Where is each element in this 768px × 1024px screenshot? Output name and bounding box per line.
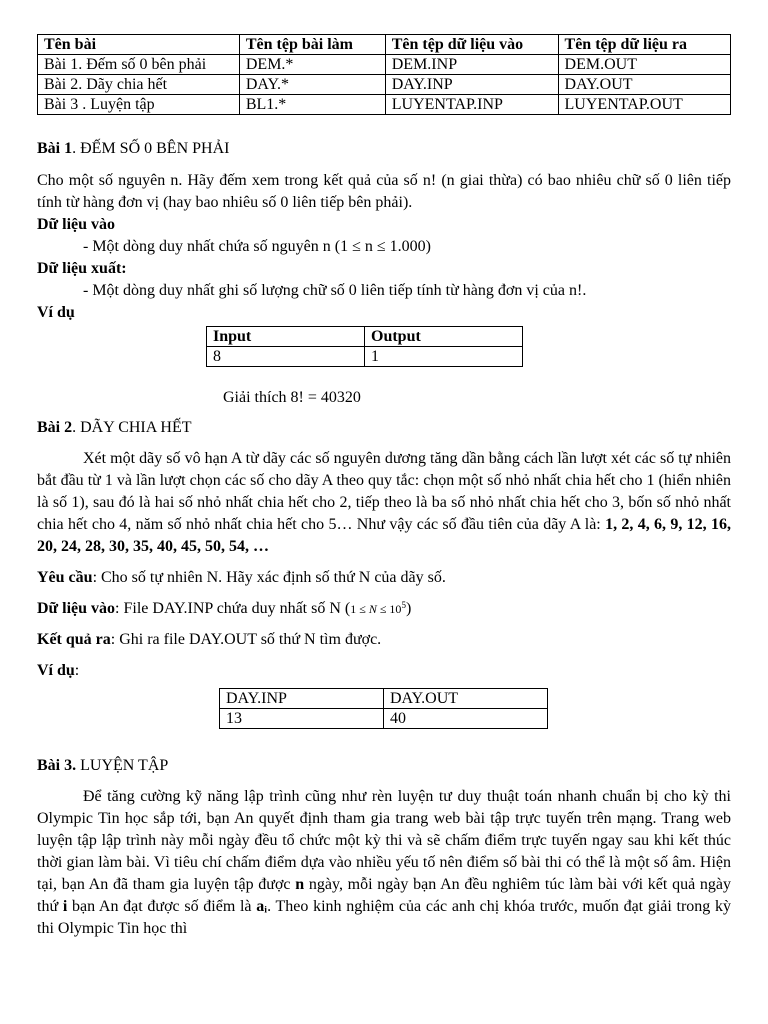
bai1-explanation: Giải thích 8! = 40320 bbox=[223, 389, 361, 406]
table-cell: DEM.INP bbox=[385, 55, 558, 75]
table-row bbox=[38, 55, 731, 75]
document-page bbox=[37, 34, 731, 940]
table-cell: LUYENTAP.INP bbox=[385, 95, 558, 115]
table-cell: Bài 3 . Luyện tập bbox=[38, 95, 240, 115]
table-cell: DAY.* bbox=[239, 75, 385, 95]
bai2-heading bbox=[37, 417, 731, 439]
bai1-input-text: - Một dòng duy nhất chứa số nguyên n (1 ≤ n ≤ 1.000) bbox=[83, 238, 431, 255]
example-header-row bbox=[207, 327, 523, 347]
example-header-row bbox=[220, 689, 548, 709]
bai1-heading bbox=[37, 138, 731, 160]
bai3-heading bbox=[37, 755, 731, 777]
file-table bbox=[37, 34, 731, 115]
table-cell: DAY.INP bbox=[385, 75, 558, 95]
table-row bbox=[220, 709, 548, 729]
bai1-example-table bbox=[206, 326, 523, 367]
table-cell: BL1.* bbox=[239, 95, 385, 115]
bai1-statement: Cho một số nguyên n. Hãy đếm xem trong kết quả của số n! (n giai thừa) có bao nhiêu chữ số 0 liên tiếp tính từ hàng đơn vị (hay bao nhiêu số 0 liên tiếp bên phải). bbox=[37, 172, 731, 211]
bai1-title: . ĐẾM SỐ 0 BÊN PHẢI bbox=[72, 140, 230, 157]
bai1-input-heading: Dữ liệu vào bbox=[37, 216, 116, 233]
table-header-cell: DAY.OUT bbox=[384, 689, 548, 709]
bai3-title: LUYỆN TẬP bbox=[76, 757, 169, 774]
bai1-example-heading: Ví dụ bbox=[37, 304, 75, 321]
table-cell: 8 bbox=[207, 347, 365, 367]
bai2-output: Kết quả ra: Ghi ra file DAY.OUT số thứ N tìm được. bbox=[37, 631, 382, 648]
bai1-output-text: - Một dòng duy nhất ghi số lượng chữ số 0 liên tiếp tính từ hàng đơn vị của n!. bbox=[83, 282, 587, 299]
table-header-cell: DAY.INP bbox=[220, 689, 384, 709]
table-header-cell: Tên tệp dữ liệu vào bbox=[385, 35, 558, 55]
bai2-title: . DÃY CHIA HẾT bbox=[72, 419, 192, 436]
bai1-label: Bài 1 bbox=[37, 140, 73, 157]
bai2-label: Bài 2 bbox=[37, 419, 73, 436]
bai2-example-heading: Ví dụ: bbox=[37, 662, 80, 679]
table-cell: 1 bbox=[365, 347, 523, 367]
bai3-label: Bài 3. bbox=[37, 757, 77, 774]
bai2-example-table bbox=[219, 688, 548, 729]
table-cell: 40 bbox=[384, 709, 548, 729]
table-header-cell: Tên bài bbox=[38, 35, 240, 55]
table-cell: LUYENTAP.OUT bbox=[558, 95, 730, 115]
table-header-cell: Output bbox=[365, 327, 523, 347]
table-header-cell: Input bbox=[207, 327, 365, 347]
bai2-requirement: Yêu cầu: Cho số tự nhiên N. Hãy xác định số thứ N của dãy số. bbox=[37, 569, 446, 586]
table-cell: DEM.* bbox=[239, 55, 385, 75]
table-cell: 13 bbox=[220, 709, 384, 729]
table-cell: DAY.OUT bbox=[558, 75, 730, 95]
bai2-input: Dữ liệu vào: File DAY.INP chứa duy nhất số N $(1 \le N \le 10^5)$ bbox=[37, 600, 412, 617]
table-row bbox=[38, 75, 731, 95]
table-row bbox=[207, 347, 523, 367]
bai2-statement: Xét một dãy số vô hạn A từ dãy các số nguyên dương tăng dần bằng cách lần lượt xét các số tự nhiên bắt đầu từ 1 và lần lượt chọn các số cho dãy A theo quy tắc: chọn một số nhỏ nhất chia hết cho 1 (hiển nhiên là số 1), sau đó là hai số nhỏ nhất chia hết cho 2, tiếp theo là ba số nhỏ nhất chia hết cho 3, bốn số nhỏ nhất chia hết cho 4, năm số nhỏ nhất chia hết cho 5… Như vậy các số đầu tiên của dãy A là: 1, 2, 4, 6, 9, 12, 16, 20, 24, 28, 30, 35, 40, 45, 50, 54, … bbox=[37, 450, 732, 555]
table-header-cell: Tên tệp bài làm bbox=[239, 35, 385, 55]
table-row bbox=[38, 95, 731, 115]
bai3-statement: Để tăng cường kỹ năng lập trình cũng như rèn luyện tư duy thuật toán nhanh chuẩn bị cho kỳ thi Olympic Tin học sắp tới, bạn An quyết định tham gia trang web bài tập trực tuyến trên mạng. Trang web luyện tập lập trình này mỗi ngày đều tổ chức một kỳ thi và sẽ chấm điểm trực tuyến ngay sau khi kết thúc thời gian làm bài. Vì tiêu chí chấm điểm dựa vào nhiều yếu tố nên điểm số bài thi có thể là một số âm. Hiện tại, bạn An đã tham gia luyện tập được n ngày, mỗi ngày bạn An đều nghiêm túc làm bài với kết quả ngày thứ i bạn An đạt được số điểm là aᵢ. Theo kinh nghiệm của các anh chị khóa trước, muốn đạt giải trong kỳ thi Olympic Tin học thì bbox=[37, 788, 732, 937]
bai2-sequence: 1, 2, 4, 6, 9, 12, 16, 20, 24, 28, 30, 35, 40, 45, 50, 54, … bbox=[37, 516, 732, 555]
file-table-header bbox=[38, 35, 731, 55]
table-cell: DEM.OUT bbox=[558, 55, 730, 75]
table-cell: Bài 1. Đếm số 0 bên phải bbox=[38, 55, 240, 75]
table-cell: Bài 2. Dãy chia hết bbox=[38, 75, 240, 95]
bai2-constraint: $1 \le N \le 10^5$ bbox=[350, 600, 406, 616]
table-header-cell: Tên tệp dữ liệu ra bbox=[558, 35, 730, 55]
bai1-output-heading: Dữ liệu xuất: bbox=[37, 260, 127, 277]
